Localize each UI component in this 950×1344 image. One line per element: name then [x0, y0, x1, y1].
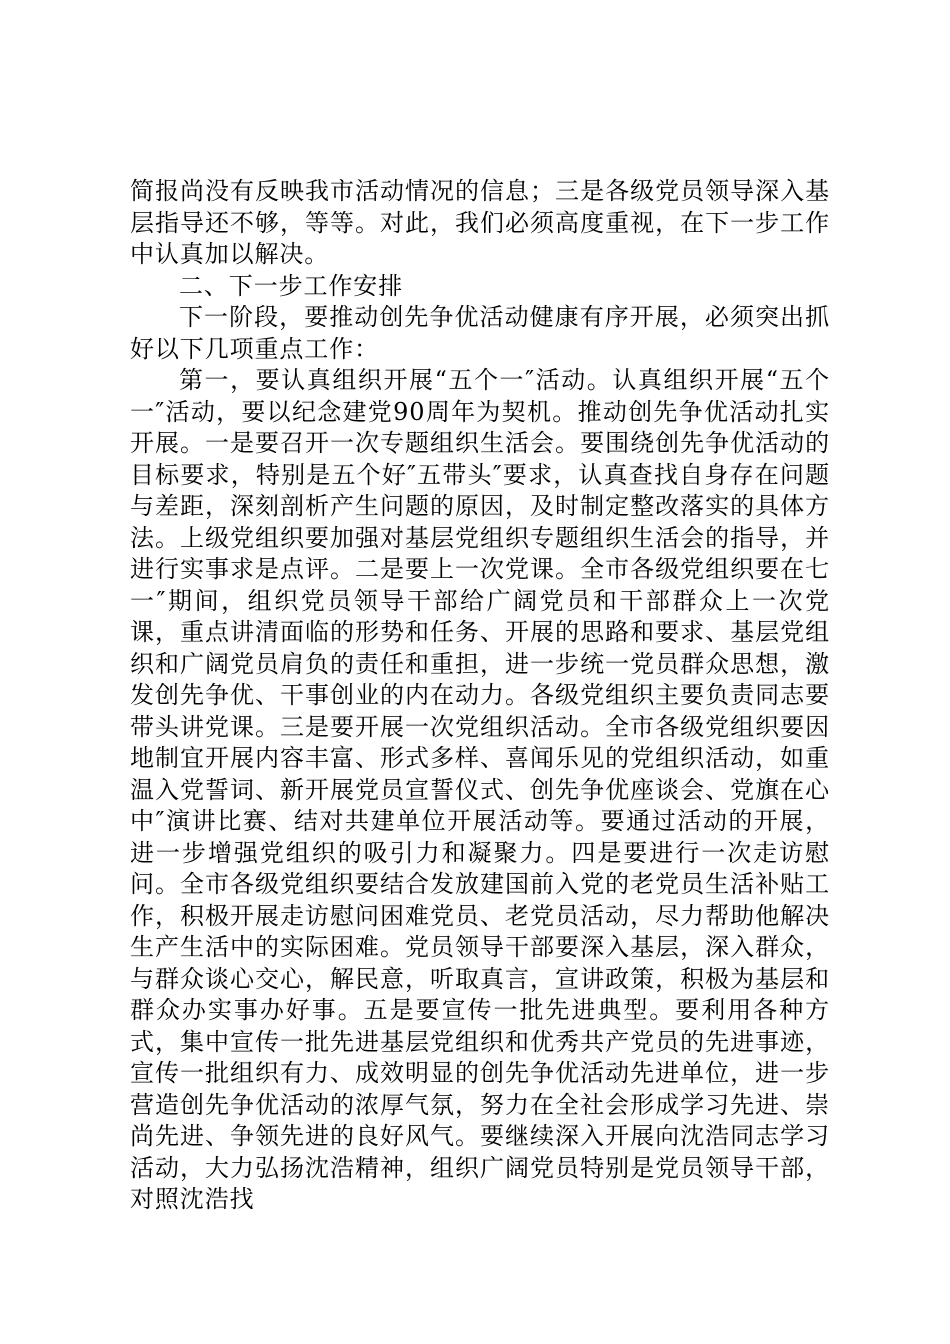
section-heading: 二、下一步工作安排	[179, 271, 404, 300]
paragraph-first-task: 第一，要认真组织开展“五个一″活动。认真组织开展“五个一″活动，要以纪念建党90周年为契机。推动创先争优活动扎实开展。一是要召开一次专题组织生活会。要围绕创先争优活动的目标要求，特别是五个好″五带头″要求，认真查找自身存在问题与差距，深刻剖析产生问题的原因，及时制定整改落实的具体方法。上级党组织要加强对基层党组织专题组织生活会的指导，并进行实事求是点评。二是要上一次党课。全市各级党组织要在七一″期间，组织党员领导干部给广阔党员和干部群众上一次党课，重点讲清面临的形势和任务、开展的思路和要求、基层党组织和广阔党员肩负的责任和重担，进一步统一党员群众思想，激发创先争优、干事创业的内在动力。各级党组织主要负责同志要带头讲党课。三是要开展一次党组织活动。全市各级党组织要因地制宜开展内容丰富、形式多样、喜闻乐见的党组织活动，如重温入党誓词、新开展党员宣誓仪式、创先争优座谈会、党旗在心中″演讲比赛、结对共建单位开展活动等。要通过活动的开展，进一步增强党组织的吸引力和凝聚力。四是要进行一次走访慰问。全市各级党组织要结合发放建国前入党的老党员生活补贴工作，积极开展走访慰问困难党员、老党员活动，尽力帮助他解决生产生活中的实际困难。党员领导干部要深入基层，深入群众，与群众谈心交心，解民意，听取真言，宣讲政策，积极为基层和群众办实事办好事。五是要宣传一批先进典型。要利用各种方式，集中宣传一批先进基层党组织和优秀共产党员的先进事迹，宣传一批组织有力、成效明显的创先争优活动先进单位，进一步营造创先争优活动的浓厚气氛，努力在全社会形成学习先进、崇尚先进、争领先进的良好风气。要继续深入开展向沈浩同志学习活动，大力弘扬沈浩精神，组织广阔党员特别是党员领导干部，对照沈浩找	[130, 366, 830, 1213]
paragraph-continuation: 简报尚没有反映我市活动情况的信息；三是各级党员领导深入基层指导还不够，等等。对此，我们必须高度重视，在下一步工作中认真加以解决。	[130, 177, 830, 268]
paragraph-intro: 下一阶段，要推动创先争优活动健康有序开展，必须突出抓好以下几项重点工作：	[130, 303, 830, 363]
document-body	[130, 176, 830, 1216]
